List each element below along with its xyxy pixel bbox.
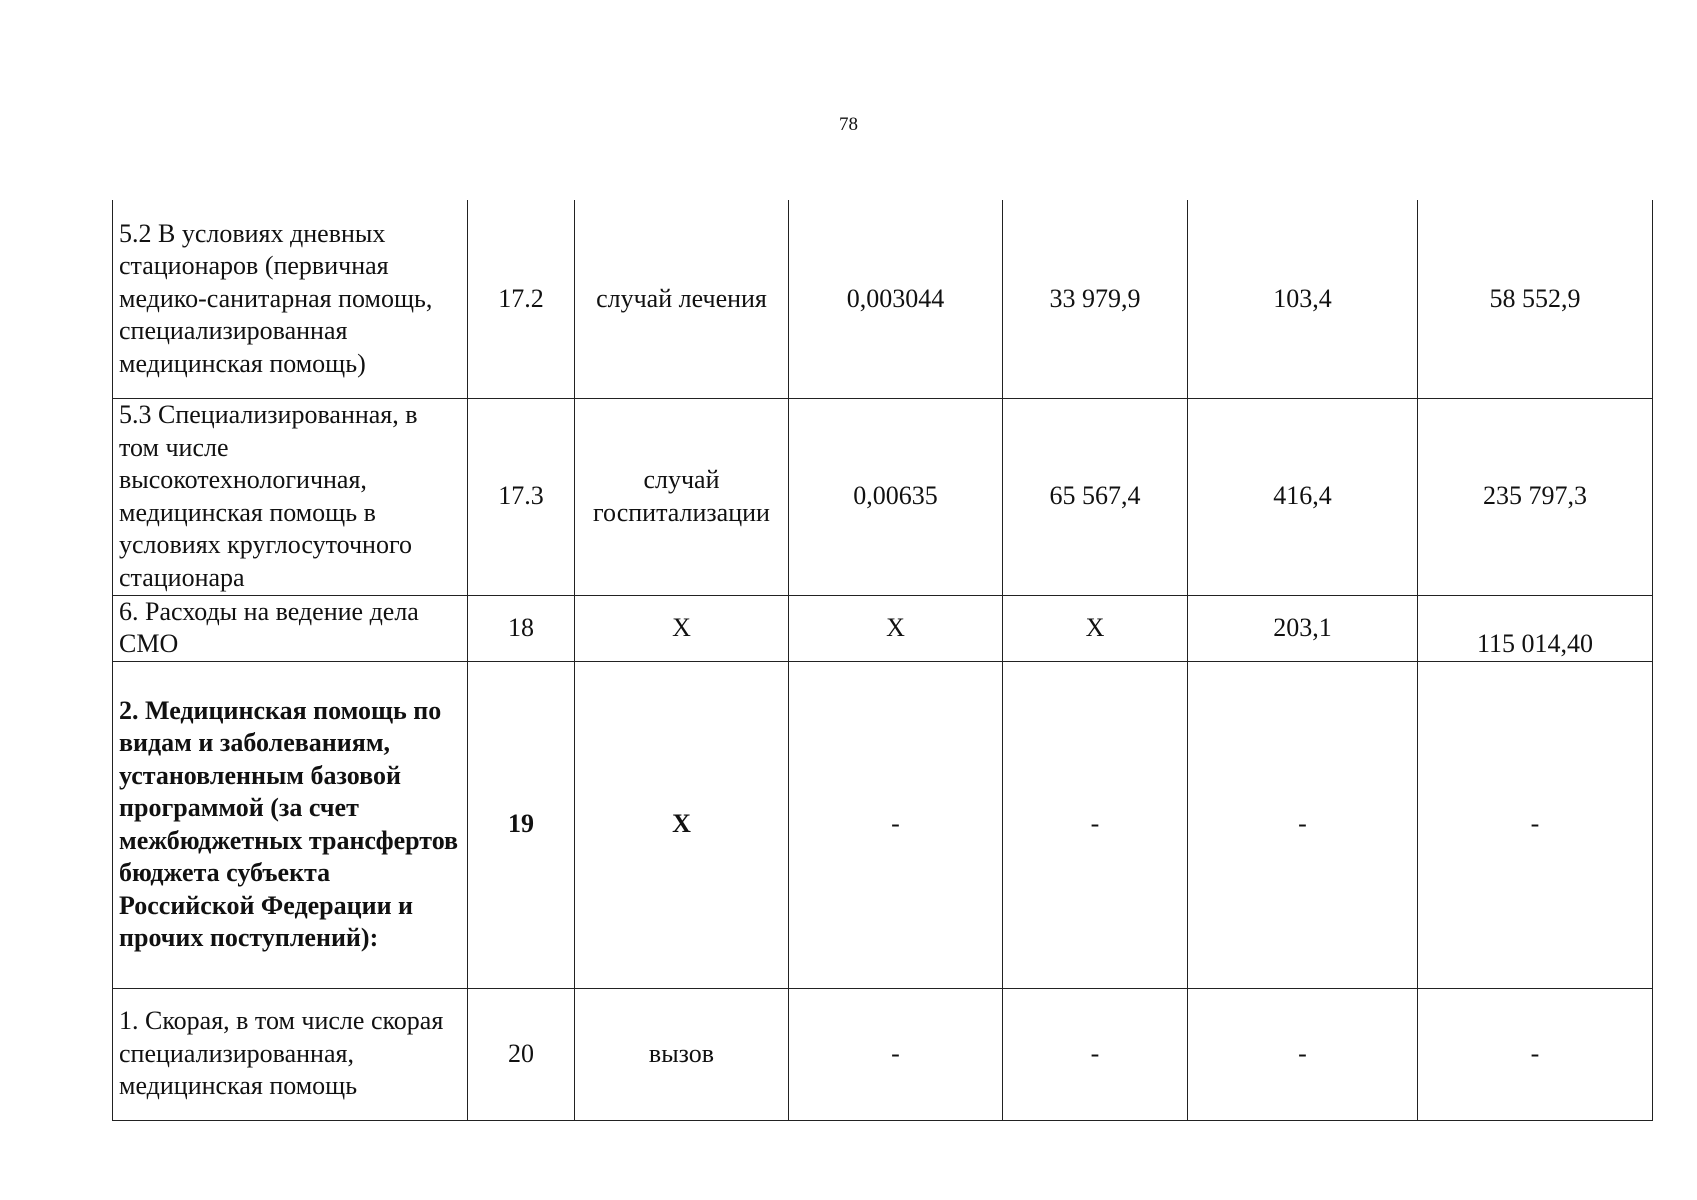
row-cost: 33 979,9 — [1003, 200, 1188, 398]
row-per-capita: - — [1188, 661, 1418, 988]
row-line-number: 20 — [468, 988, 575, 1120]
row-unit: Х — [575, 661, 789, 988]
row-volume: - — [789, 661, 1003, 988]
row-cost: Х — [1003, 595, 1188, 661]
row-cost: - — [1003, 988, 1188, 1120]
table-row — [113, 398, 1653, 595]
table-row — [113, 200, 1653, 398]
row-total: - — [1418, 661, 1653, 988]
table-row — [113, 661, 1653, 988]
row-per-capita: 203,1 — [1188, 595, 1418, 661]
row-volume: Х — [789, 595, 1003, 661]
row-line-number: 17.3 — [468, 398, 575, 595]
table-row — [113, 988, 1653, 1120]
row-total: 58 552,9 — [1418, 200, 1653, 398]
row-volume: 0,003044 — [789, 200, 1003, 398]
row-volume: - — [789, 988, 1003, 1120]
row-name: 1. Скорая, в том числе скорая специализированная, медицинская помощь — [113, 988, 468, 1120]
row-total: - — [1418, 988, 1653, 1120]
row-line-number: 19 — [468, 661, 575, 988]
row-unit: вызов — [575, 988, 789, 1120]
row-unit: Х — [575, 595, 789, 661]
row-per-capita: 103,4 — [1188, 200, 1418, 398]
row-volume: 0,00635 — [789, 398, 1003, 595]
row-per-capita: 416,4 — [1188, 398, 1418, 595]
row-cost: - — [1003, 661, 1188, 988]
financing-table — [112, 200, 1653, 1121]
row-unit: случай лечения — [575, 200, 789, 398]
row-per-capita: - — [1188, 988, 1418, 1120]
row-total: 235 797,3 — [1418, 398, 1653, 595]
page-number: 78 — [839, 114, 858, 135]
row-name: 2. Медицинская помощь по видам и заболеваниям, установленным базовой программой (за счет межбюджетных трансфертов бюджета субъекта Российской Федерации и прочих поступлений): — [113, 661, 468, 988]
row-total: 115 014,40 — [1418, 595, 1653, 661]
row-name: 5.2 В условиях дневных стационаров (первичная медико-санитарная помощь, специализированная медицинская помощь) — [113, 200, 468, 398]
row-name: 5.3 Специализированная, в том числе высокотехнологичная, медицинская помощь в условиях круглосуточного стационара — [113, 398, 468, 595]
row-name: 6. Расходы на ведение дела СМО — [113, 595, 468, 661]
row-line-number: 17.2 — [468, 200, 575, 398]
table-row — [113, 595, 1653, 661]
row-cost: 65 567,4 — [1003, 398, 1188, 595]
row-line-number: 18 — [468, 595, 575, 661]
row-unit: случай госпитализации — [575, 398, 789, 595]
